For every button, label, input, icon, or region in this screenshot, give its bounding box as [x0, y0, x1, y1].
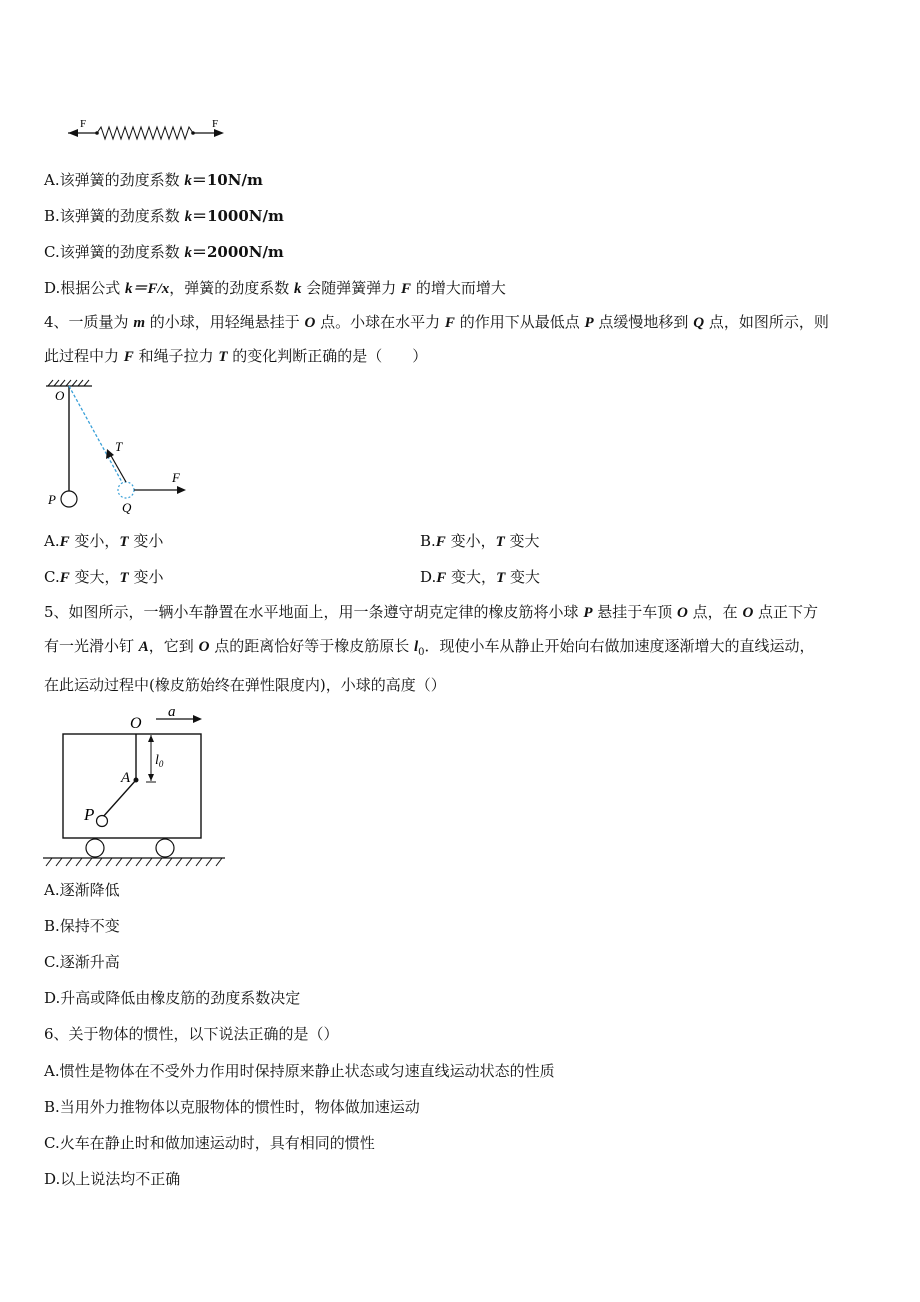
cart-figure: [40, 704, 230, 876]
force-label-left: F: [80, 118, 87, 130]
spring-figure: [64, 116, 234, 150]
q4-option-d[interactable]: D.F 变大，T 变大: [420, 568, 541, 586]
nail-a-label: A: [121, 770, 131, 786]
q6-option-c[interactable]: C.火车在静止时和做加速运动时，具有相同的惯性: [44, 1134, 375, 1152]
q6-stem: 6、关于物体的惯性，以下说法正确的是（）: [44, 1025, 339, 1043]
pendulum-figure: [40, 378, 200, 518]
q5-stem: 5、如图所示，一辆小车静置在水平地面上，用一条遵守胡克定律的橡皮筋将小球 P 悬挂于车顶 O 点，在 O 点正下方 有一光滑小钉 A，它到 O 点的距离恰好等于橡皮筋原长 $l_0$．现使小车从静止开始向右做加速度逐渐增大的直线运动， 在此运动过程中(橡皮筋始终在弹性限度内)，小球的高度（）: [44, 603, 819, 694]
q3-option-b[interactable]: B.该弹簧的劲度系数 k＝1000N/m: [44, 207, 284, 225]
q5-option-c[interactable]: C.逐渐升高: [44, 953, 120, 971]
force-f-label: F: [172, 470, 180, 485]
point-o-label: O: [55, 388, 65, 403]
q3-option-c[interactable]: C.该弹簧的劲度系数 k＝2000N/m: [44, 243, 284, 261]
point-p-label: P: [48, 492, 56, 507]
q3-option-a[interactable]: A.该弹簧的劲度系数 k＝10N/m: [44, 171, 263, 189]
q3-option-d[interactable]: D.根据公式 k＝F/x，弹簧的劲度系数 k 会随弹簧弹力 F 的增大而增大: [44, 279, 506, 297]
q6-option-d[interactable]: D.以上说法均不正确: [44, 1170, 181, 1188]
q4-option-a[interactable]: A.F 变小，T 变小: [44, 532, 164, 550]
q4-stem: 4、一质量为 m 的小球，用轻绳悬挂于 O 点。小球在水平力 F 的作用下从最低点 P 点缓慢地移到 Q 点，如图所示，则 此过程中力 F 和绳子拉力 T 的变化判断正确的是（ ）: [44, 313, 829, 365]
force-label-right: F: [212, 118, 219, 130]
q6-option-a[interactable]: A.惯性是物体在不受外力作用时保持原来静止状态或匀速直线运动状态的性质: [44, 1062, 555, 1080]
acceleration-label: a: [168, 704, 176, 720]
q6-option-b[interactable]: B.当用外力推物体以克服物体的惯性时，物体做加速运动: [44, 1098, 420, 1116]
point-o-label: O: [130, 715, 142, 732]
q5-option-d[interactable]: D.升高或降低由橡皮筋的劲度系数决定: [44, 989, 301, 1007]
point-q-label: Q: [122, 500, 132, 515]
tension-label: T: [115, 439, 123, 454]
ball-p-label: P: [84, 805, 95, 824]
length-l0-label: $l_0$: [155, 753, 164, 769]
q5-option-a[interactable]: A.逐渐降低: [44, 881, 120, 899]
q4-option-c[interactable]: C.F 变大，T 变小: [44, 568, 164, 586]
q5-option-b[interactable]: B.保持不变: [44, 917, 120, 935]
q4-option-b[interactable]: B.F 变小，T 变大: [420, 532, 540, 550]
